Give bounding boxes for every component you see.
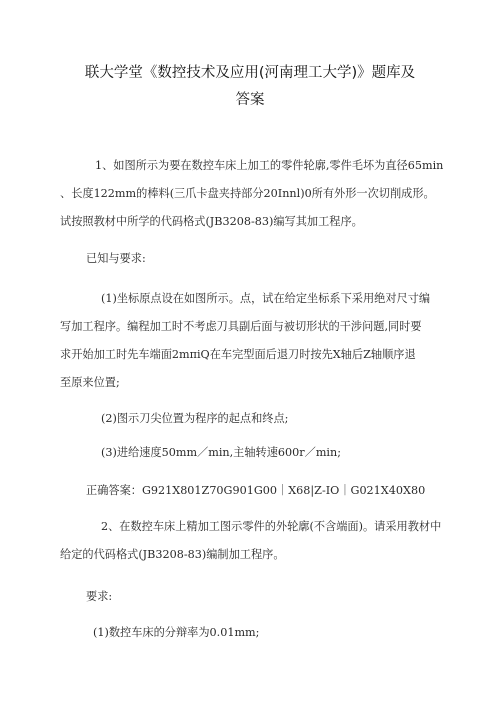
- known-requirements-heading: 已知与要求:: [86, 252, 146, 265]
- document-title: 联大学堂《数控技术及应用(河南理工大学)》题库及: [84, 65, 416, 81]
- answer-1: 正确答案：G921X801Z70G901G00｜X68|Z-IO｜G021X40X80: [86, 484, 426, 497]
- question-1-line-2: 、长度122mm的棒料(三爪卡盘夹持部分20Innl)0所有外形一次切削成形。: [60, 187, 435, 200]
- requirement-3: (3)进给速度50mm／min,主轴转速600r／min;: [101, 446, 341, 459]
- document-title-continued: 答案: [235, 92, 265, 108]
- requirements-heading: 要求:: [86, 590, 113, 603]
- requirement-1-line-2: 写加工程序。编程加工时不考虑刀具副后面与被切形状的干涉问题,同时要: [60, 320, 422, 333]
- requirement-2: (2)图示刀尖位置为程序的起点和终点;: [101, 412, 289, 425]
- question-1-line-1: 1、如图所示为要在数控车床上加工的零件轮廓,零件毛坏为直径65min: [95, 159, 444, 172]
- requirement-1-line-1: (1)坐标原点设在如图所示。点，试在给定坐标系下采用绝对尺寸编: [101, 292, 431, 305]
- question-2-requirement-1: (1)数控车床的分辩率为0.01mm;: [93, 626, 260, 639]
- requirement-1-line-3: 求开始加工时先车端面2mπiQ在车完型面后退刀时按先X轴后Z轴顺序退: [60, 348, 416, 361]
- question-2-line-1: 2、在数控车床上精加工图示零件的外轮廓(不含端面)。请采用教材中: [101, 520, 442, 533]
- question-1-line-3: 试按照教材中所学的代码格式(JB3208-83)编写其加工程序。: [60, 215, 363, 228]
- requirement-1-line-4: 至原来位置;: [60, 376, 120, 389]
- question-2-line-2: 给定的代码格式(JB3208-83)编制加工程序。: [60, 548, 285, 561]
